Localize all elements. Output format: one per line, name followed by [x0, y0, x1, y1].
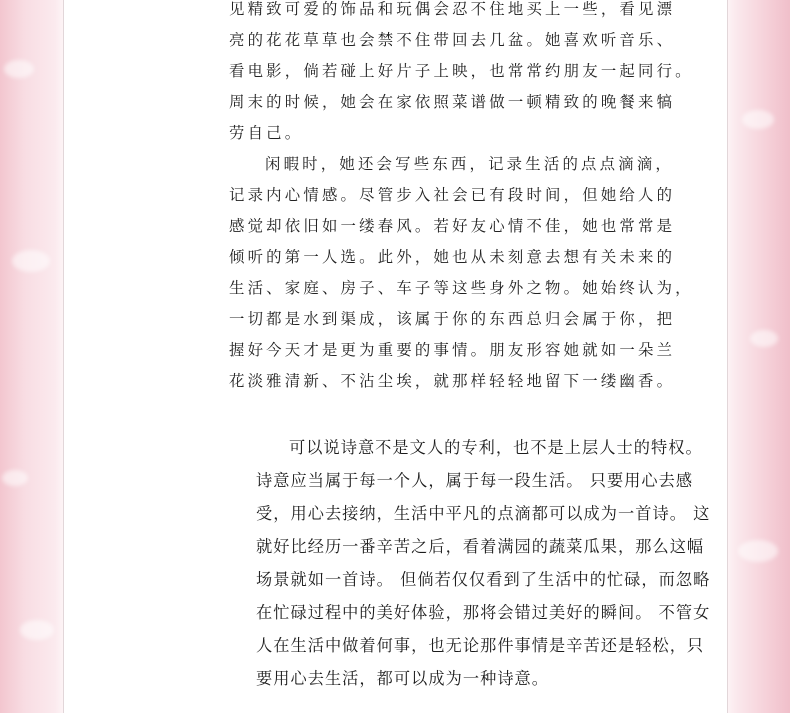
excerpt-line: 见精致可爱的饰品和玩偶会忍不住地买上一些，看见漂	[229, 0, 676, 18]
excerpt-line: 握好今天才是更为重要的事情。朋友形容她就如一朵兰	[229, 341, 676, 359]
essay-line: 诗意应当属于每一个人，属于每一段生活。 只要用心去感	[256, 471, 694, 490]
excerpt-line: 周末的时候，她会在家依照菜谱做一顿精致的晚餐来犒	[229, 93, 676, 111]
excerpt-line: 劳自己。	[229, 124, 304, 142]
document-page	[63, 0, 728, 713]
excerpt-line: 感觉却依旧如一缕春风。若好友心情不佳，她也常常是	[229, 217, 676, 235]
essay-line: 场景就如一首诗。 但倘若仅仅看到了生活中的忙碌，而忽略	[256, 570, 711, 589]
excerpt-line: 花淡雅清新、不沾尘埃，就那样轻轻地留下一缕幽香。	[229, 372, 676, 390]
excerpt-line: 亮的花花草草也会禁不住带回去几盆。她喜欢听音乐、	[229, 31, 676, 49]
excerpt-line: 倾听的第一人选。此外，她也从未刻意去想有关未来的	[229, 248, 676, 266]
excerpt-line: 记录内心情感。尽管步入社会已有段时间，但她给人的	[229, 186, 676, 204]
essay-line: 要用心去生活，都可以成为一种诗意。	[256, 669, 550, 688]
excerpt-line: 看电影，倘若碰上好片子上映，也常常约朋友一起同行。	[229, 62, 694, 80]
excerpt-line: 一切都是水到渠成，该属于你的东西总归会属于你，把	[229, 310, 676, 328]
essay-line: 在忙碌过程中的美好体验，那将会错过美好的瞬间。 不管女	[256, 603, 711, 622]
essay-line: 受，用心去接纳，生活中平凡的点滴都可以成为一首诗。 这	[256, 504, 711, 523]
essay-line: 就好比经历一番辛苦之后，看着满园的蔬菜瓜果，那么这幅	[256, 537, 705, 556]
essay-line: 人在生活中做着何事，也无论那件事情是辛苦还是轻松，只	[256, 636, 705, 655]
essay-line: 可以说诗意不是文人的专利，也不是上层人士的特权。	[289, 438, 703, 457]
excerpt-line: 生活、家庭、房子、车子等这些身外之物。她始终认为，	[229, 279, 694, 297]
excerpt-line: 闲暇时，她还会写些东西，记录生活的点点滴滴，	[265, 155, 674, 173]
